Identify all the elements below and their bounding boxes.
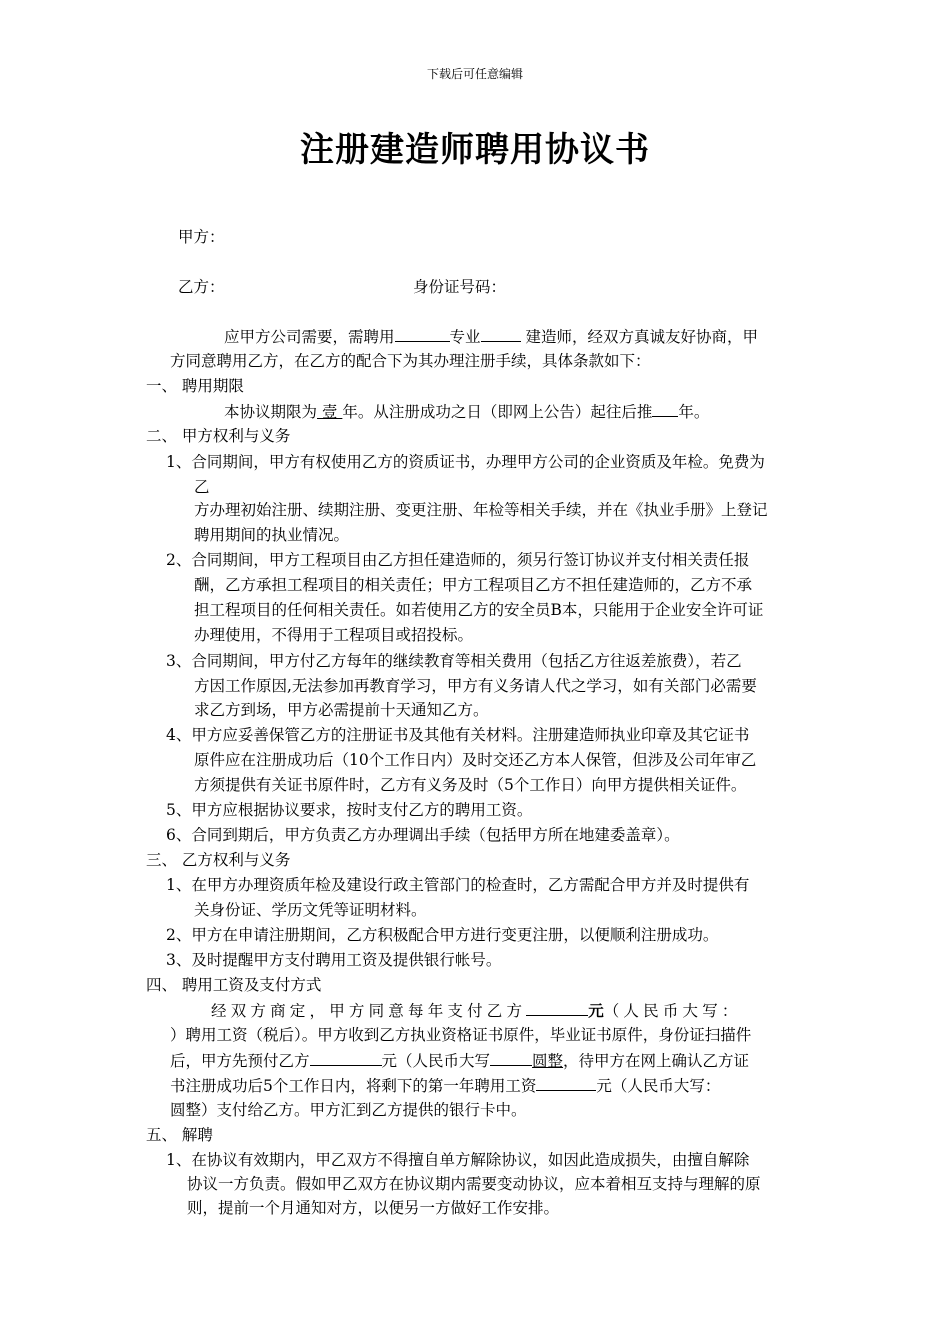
s2-item-3-line-1: 3、合同期间，甲方付乙方每年的继续教育等相关费用（包括乙方往返差旅费），若乙	[166, 652, 742, 670]
term-text-a: 本协议期限为	[224, 403, 318, 421]
term-text-c: 年。	[678, 403, 710, 421]
salary-line-4	[170, 1075, 720, 1096]
prepay-text-a: 后，甲方先预付乙方	[170, 1052, 310, 1070]
term-text-b: 年。从注册成功之日（即网上公告）起往后推	[342, 403, 653, 421]
section-5-heading: 五、 解聘	[146, 1126, 213, 1144]
s2-item-1-line-3: 方办理初始注册、续期注册、变更注册、年检等相关手续，并在《执业手册》上登记	[194, 501, 768, 519]
s2-item-1-line-4: 聘用期间的执业情况。	[194, 526, 350, 544]
s3-item-1-line-1: 1、在甲方办理资质年检及建设行政主管部门的检查时，乙方需配合甲方并及时提供有	[166, 876, 750, 894]
prepay-text-c: ，待甲方在网上确认乙方证	[563, 1052, 750, 1070]
remaining-text-a: 书注册成功后5个工作日内，将剩下的第一年聘用工资	[170, 1077, 537, 1095]
party-a-label: 甲方：	[178, 228, 225, 246]
intro-text-c: 建造师，经双方真诚友好协商，甲	[520, 328, 758, 346]
s2-item-2-line-2: 酬，乙方承担工程项目的相关责任；甲方工程项目乙方不担任建造师的，乙方不承	[194, 576, 753, 594]
s2-item-2-line-3: 担工程项目的任何相关责任。如若使用乙方的安全员B本，只能用于企业安全许可证	[194, 601, 764, 619]
s2-item-6: 6、合同到期后，甲方负责乙方办理调出手续（包括甲方所在地建委盖章）。	[166, 826, 680, 844]
intro-line-1	[224, 326, 758, 347]
salary-line-3	[170, 1050, 749, 1071]
salary-line-2: ）聘用工资（税后）。甲方收到乙方执业资格证书原件，毕业证书原件，身份证扫描件	[170, 1026, 752, 1044]
remaining-text-b: 元（人民币大写：	[596, 1077, 721, 1095]
s2-item-3-line-3: 求乙方到场，甲方必需提前十天通知乙方。	[194, 701, 489, 719]
prepay-text-b: 元（人民币大写	[381, 1052, 491, 1070]
s5-item-1-line-3: 则，提前一个月通知对方，以便另一方做好工作安排。	[187, 1199, 560, 1217]
s3-item-2: 2、甲方在申请注册期间，乙方积极配合甲方进行变更注册，以便顺利注册成功。	[166, 926, 719, 944]
s2-item-3-line-2: 方因工作原因,无法参加再教育学习，甲方有义务请人代之学习，如有关部门必需要	[194, 677, 757, 695]
intro-text-a: 应甲方公司需要，需聘用	[224, 328, 395, 346]
salary-text-b: （人民币大写：	[603, 1002, 742, 1020]
prepay-words-blank	[490, 1050, 532, 1066]
extension-blank	[652, 401, 678, 417]
salary-text-a: 经双方商定，甲方同意每年支付乙方	[211, 1002, 527, 1020]
s3-item-1-line-2: 关身份证、学历文凭等证明材料。	[194, 901, 427, 919]
term-years: 壹	[317, 403, 343, 421]
section-4-heading: 四、 聘用工资及支付方式	[146, 976, 322, 994]
salary-line-5: 圆整）支付给乙方。甲方汇到乙方提供的银行卡中。	[170, 1101, 527, 1119]
s2-item-4-line-1: 4、甲方应妥善保管乙方的注册证书及其他有关材料。注册建造师执业印章及其它证书	[166, 726, 750, 744]
page-title: 注册建造师聘用协议书	[300, 130, 650, 170]
profession-blank	[395, 326, 450, 342]
salary-line-1	[211, 1000, 742, 1021]
specialty-blank	[481, 326, 521, 342]
s2-item-2-line-1: 2、合同期间，甲方工程项目由乙方担任建造师的，须另行签订协议并支付相关责任报	[166, 551, 750, 569]
section-1-heading: 一、 聘用期限	[146, 377, 244, 395]
party-b-label: 乙方：	[178, 278, 225, 296]
s2-item-4-line-3: 方须提供有关证书原件时，乙方有义务及时（5个工作日）向甲方提供相关证件。	[194, 776, 747, 794]
s2-item-4-line-2: 原件应在注册成功后（10个工作日内）及时交还乙方本人保管，但涉及公司年审乙	[194, 751, 757, 769]
s5-item-1-line-1: 1、在协议有效期内，甲乙双方不得擅自单方解除协议，如因此造成损失，由擅自解除	[166, 1151, 750, 1169]
s2-item-2-line-4: 办理使用，不得用于工程项目或招投标。	[194, 626, 474, 644]
salary-unit: 元	[588, 1001, 604, 1020]
s2-item-5: 5、甲方应根据协议要求，按时支付乙方的聘用工资。	[166, 801, 533, 819]
term-line	[224, 401, 709, 422]
s3-item-3: 3、及时提醒甲方支付聘用工资及提供银行帐号。	[166, 951, 502, 969]
annual-salary-blank	[526, 1000, 588, 1016]
section-2-heading: 二、 甲方权利与义务	[146, 427, 291, 445]
s5-item-1-line-2: 协议一方负责。假如甲乙双方在协议期内需要变动协议，应本着相互支持与理解的原	[187, 1175, 761, 1193]
prepay-amount-blank	[310, 1050, 382, 1066]
id-number-label: 身份证号码：	[413, 278, 507, 296]
s2-item-1-line-2: 乙	[194, 478, 210, 496]
intro-line-2: 方同意聘用乙方，在乙方的配合下为其办理注册手续，具体条款如下：	[170, 352, 651, 370]
remaining-amount-blank	[536, 1075, 596, 1091]
s2-item-1-line-1: 1、合同期间，甲方有权使用乙方的资质证书，办理甲方公司的企业资质及年检。免费为	[166, 453, 765, 471]
prepay-yuan-whole: 圆整	[532, 1052, 564, 1070]
intro-text-b: 专业	[449, 328, 481, 346]
header-note: 下载后可任意编辑	[426, 67, 523, 81]
section-3-heading: 三、 乙方权利与义务	[146, 851, 291, 869]
